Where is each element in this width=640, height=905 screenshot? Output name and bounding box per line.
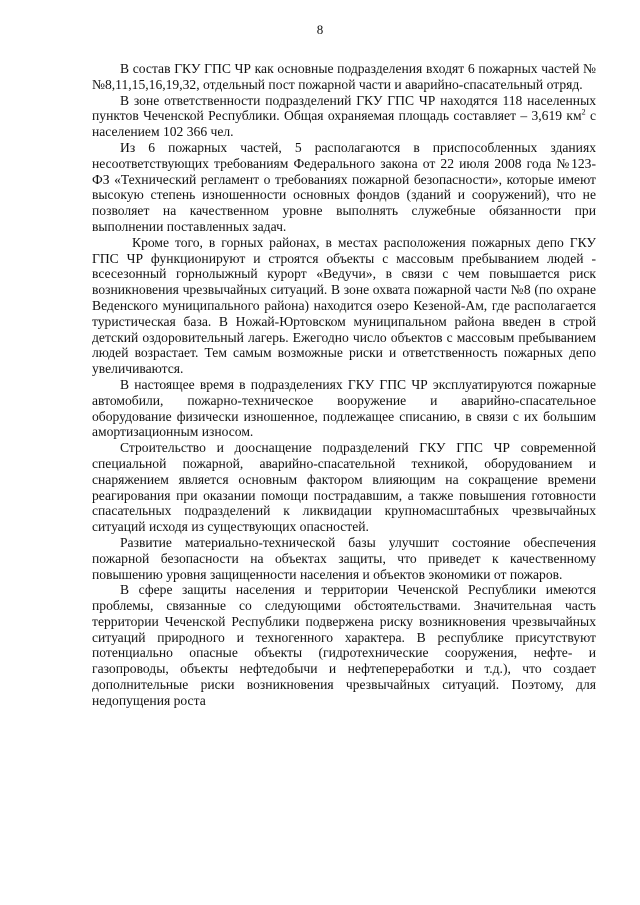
paragraph-coverage-area-text: В зоне ответственности подразделений ГКУ ГПС ЧР находятся 118 населенных пунктов Чеченской Республики. Общая охраняемая площадь составляет – 3,619 км [92, 92, 596, 124]
paragraph-development: Развитие материально-технической базы улучшит состояние обеспечения пожарной безопасности на объектах защиты, что приведет к качественному повышению уровня защищенности населения и объектов экономики от пожаров. [92, 534, 596, 582]
paragraph-coverage-area [92, 93, 596, 140]
paragraph-construction: Строительство и дооснащение подразделений ГКУ ГПС ЧР современной специальной пожарной, аварийно-спасательной техникой, оборудованием и снаряжением является основным фактором влияющим на сокращение времени реагирования при оказании помощи пострадавшим, а также повышения готовности спасательных подразделений к ликвидации крупномасштабных чрезвычайных ситуаций исходя из существующих опасностей. [92, 440, 596, 535]
paragraph-mountain-districts: Кроме того, в горных районах, в местах расположения пожарных депо ГКУ ГПС ЧР функционируют и строятся объекты с массовым пребыванием людей - всесезонный горнолыжный курорт «Ведучи», в связи с чем повышается риск возникновения чрезвычайных ситуаций. В зоне охвата пожарной части №8 (по охране Веденского муниципального района) находится озеро Кезеной-Ам, где располагается туристическая база. В Ножай-Юртовском муниципальном района введен в строй детский оздоровительный лагерь. Ежегодно число объектов с массовым пребыванием людей возрастает. Тем самым возможные риски и ответственность пожарных депо увеличиваются. [92, 234, 596, 377]
paragraph-coverage-area-tail: с населением 102 366 чел. [92, 108, 596, 140]
paragraph-subdivisions: В состав ГКУ ГПС ЧР как основные подразделения входят 6 пожарных частей №№8,11,15,16,19,32, отдельный пост пожарной части и аварийно-спасательный отряд. [92, 61, 596, 92]
paragraph-equipment: В настоящее время в подразделениях ГКУ ГПС ЧР эксплуатируются пожарные автомобили, пожарно-техническое вооружение и аварийно-спасательное оборудование физически изношенное, подлежащее списанию, в связи с их большим амортизационным износом. [92, 376, 596, 440]
paragraph-population-protection: В сфере защиты населения и территории Чеченской Республики имеются проблемы, связанные со следующими обстоятельствами. Значительная часть территории Чеченской Республики подвержена риску возникновения чрезвычайных ситуаций природного и техногенного характера. В республике присутствуют потенциально опасные объекты (гидротехнические сооружения, нефте- и газопроводы, объекты нефтедобычи и нефтепереработки и т.д.), что создает дополнительные риски возникновения чрезвычайных ситуаций. Поэтому, для недопущения роста [92, 582, 596, 708]
area-unit-superscript: 2 [581, 107, 586, 117]
page-number: 8 [316, 22, 324, 37]
paragraph-buildings: Из 6 пожарных частей, 5 располагаются в приспособленных зданиях несоответствующих требованиям Федерального закона от 22 июля 2008 года №123-ФЗ «Технический регламент о требованиях пожарной безопасности», которые имеют высокую степень изношенности основных фондов (зданий и сооружений), что не позволяет на качественном уровне выполнять служебные обязанности при выполнении поставленных задач. [92, 139, 596, 234]
document-body [92, 61, 596, 709]
